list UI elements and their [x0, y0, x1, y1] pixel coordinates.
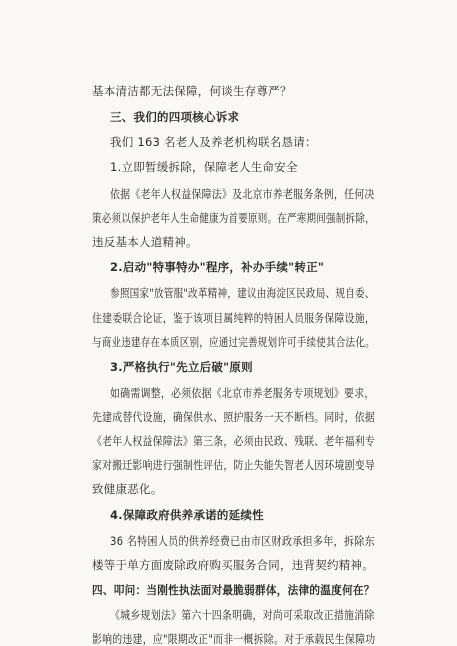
- section-heading: 三、我们的四项核心诉求: [110, 110, 240, 124]
- paragraph-line: 与商业违建存在本质区别，应通过完善规划许可手续使其合法化。: [92, 335, 375, 349]
- subheading: 3.严格执行"先立后破"原则: [110, 360, 253, 374]
- paragraph-line: 我们 163 名老人及养老机构联名恳请：: [110, 135, 317, 149]
- paragraph-line: 家对搬迁影响进行强制性评估，防止失能失智老人因环境剧变导: [92, 458, 375, 472]
- paragraph-line: 楼等于单方面废除政府购买服务合同，违背契约精神。: [92, 558, 374, 572]
- paragraph-line: 《城乡规划法》第六十四条明确，对尚可采取改正措施消除: [110, 608, 375, 622]
- paragraph-line: 《老年人权益保障法》第三条，必须由民政、残联、老年福利专: [92, 434, 375, 448]
- paragraph-line: 基本清洁都无法保障，何谈生存尊严？: [92, 84, 292, 98]
- paragraph-line: 影响的违建，应"限期改正"而非一概拆除。对于承载民生保障功: [92, 632, 376, 646]
- subheading: 1.立即暂缓拆除，保障老人生命安全: [110, 160, 298, 174]
- subheading: 4.保障政府供养承诺的延续性: [110, 508, 264, 522]
- paragraph-line: 致健康恶化。: [92, 482, 163, 496]
- subheading: 2.启动"特事特办"程序，补办手续"转正": [110, 260, 325, 274]
- paragraph-line: 违反基本人道精神。: [92, 235, 198, 249]
- paragraph-line: 如确需调整，必须依据《北京市养老服务专项规划》要求，: [110, 386, 375, 400]
- paragraph-line: 参照国家"放管服"改革精神，建议由海淀区民政局、规自委、: [110, 286, 375, 300]
- paragraph-line: 住建委联合论证，鉴于该项目属纯粹的特困人员服务保障设施，: [92, 311, 375, 325]
- paragraph-line: 36 名特困人员的供养经费已由市区财政承担多年，拆除东: [110, 534, 375, 548]
- paragraph-line: 策必须以保护老年人生命健康为首要原则。在严寒期间强制拆除，: [92, 211, 375, 225]
- paragraph-line: 先建成替代设施，确保供水、照护服务一天不断档。同时，依据: [92, 410, 375, 424]
- section-heading: 四、叩问：当刚性执法面对最脆弱群体，法律的温度何在？: [92, 583, 375, 597]
- paragraph-line: 依据《老年人权益保障法》及北京市养老服务条例，任何决: [110, 187, 375, 201]
